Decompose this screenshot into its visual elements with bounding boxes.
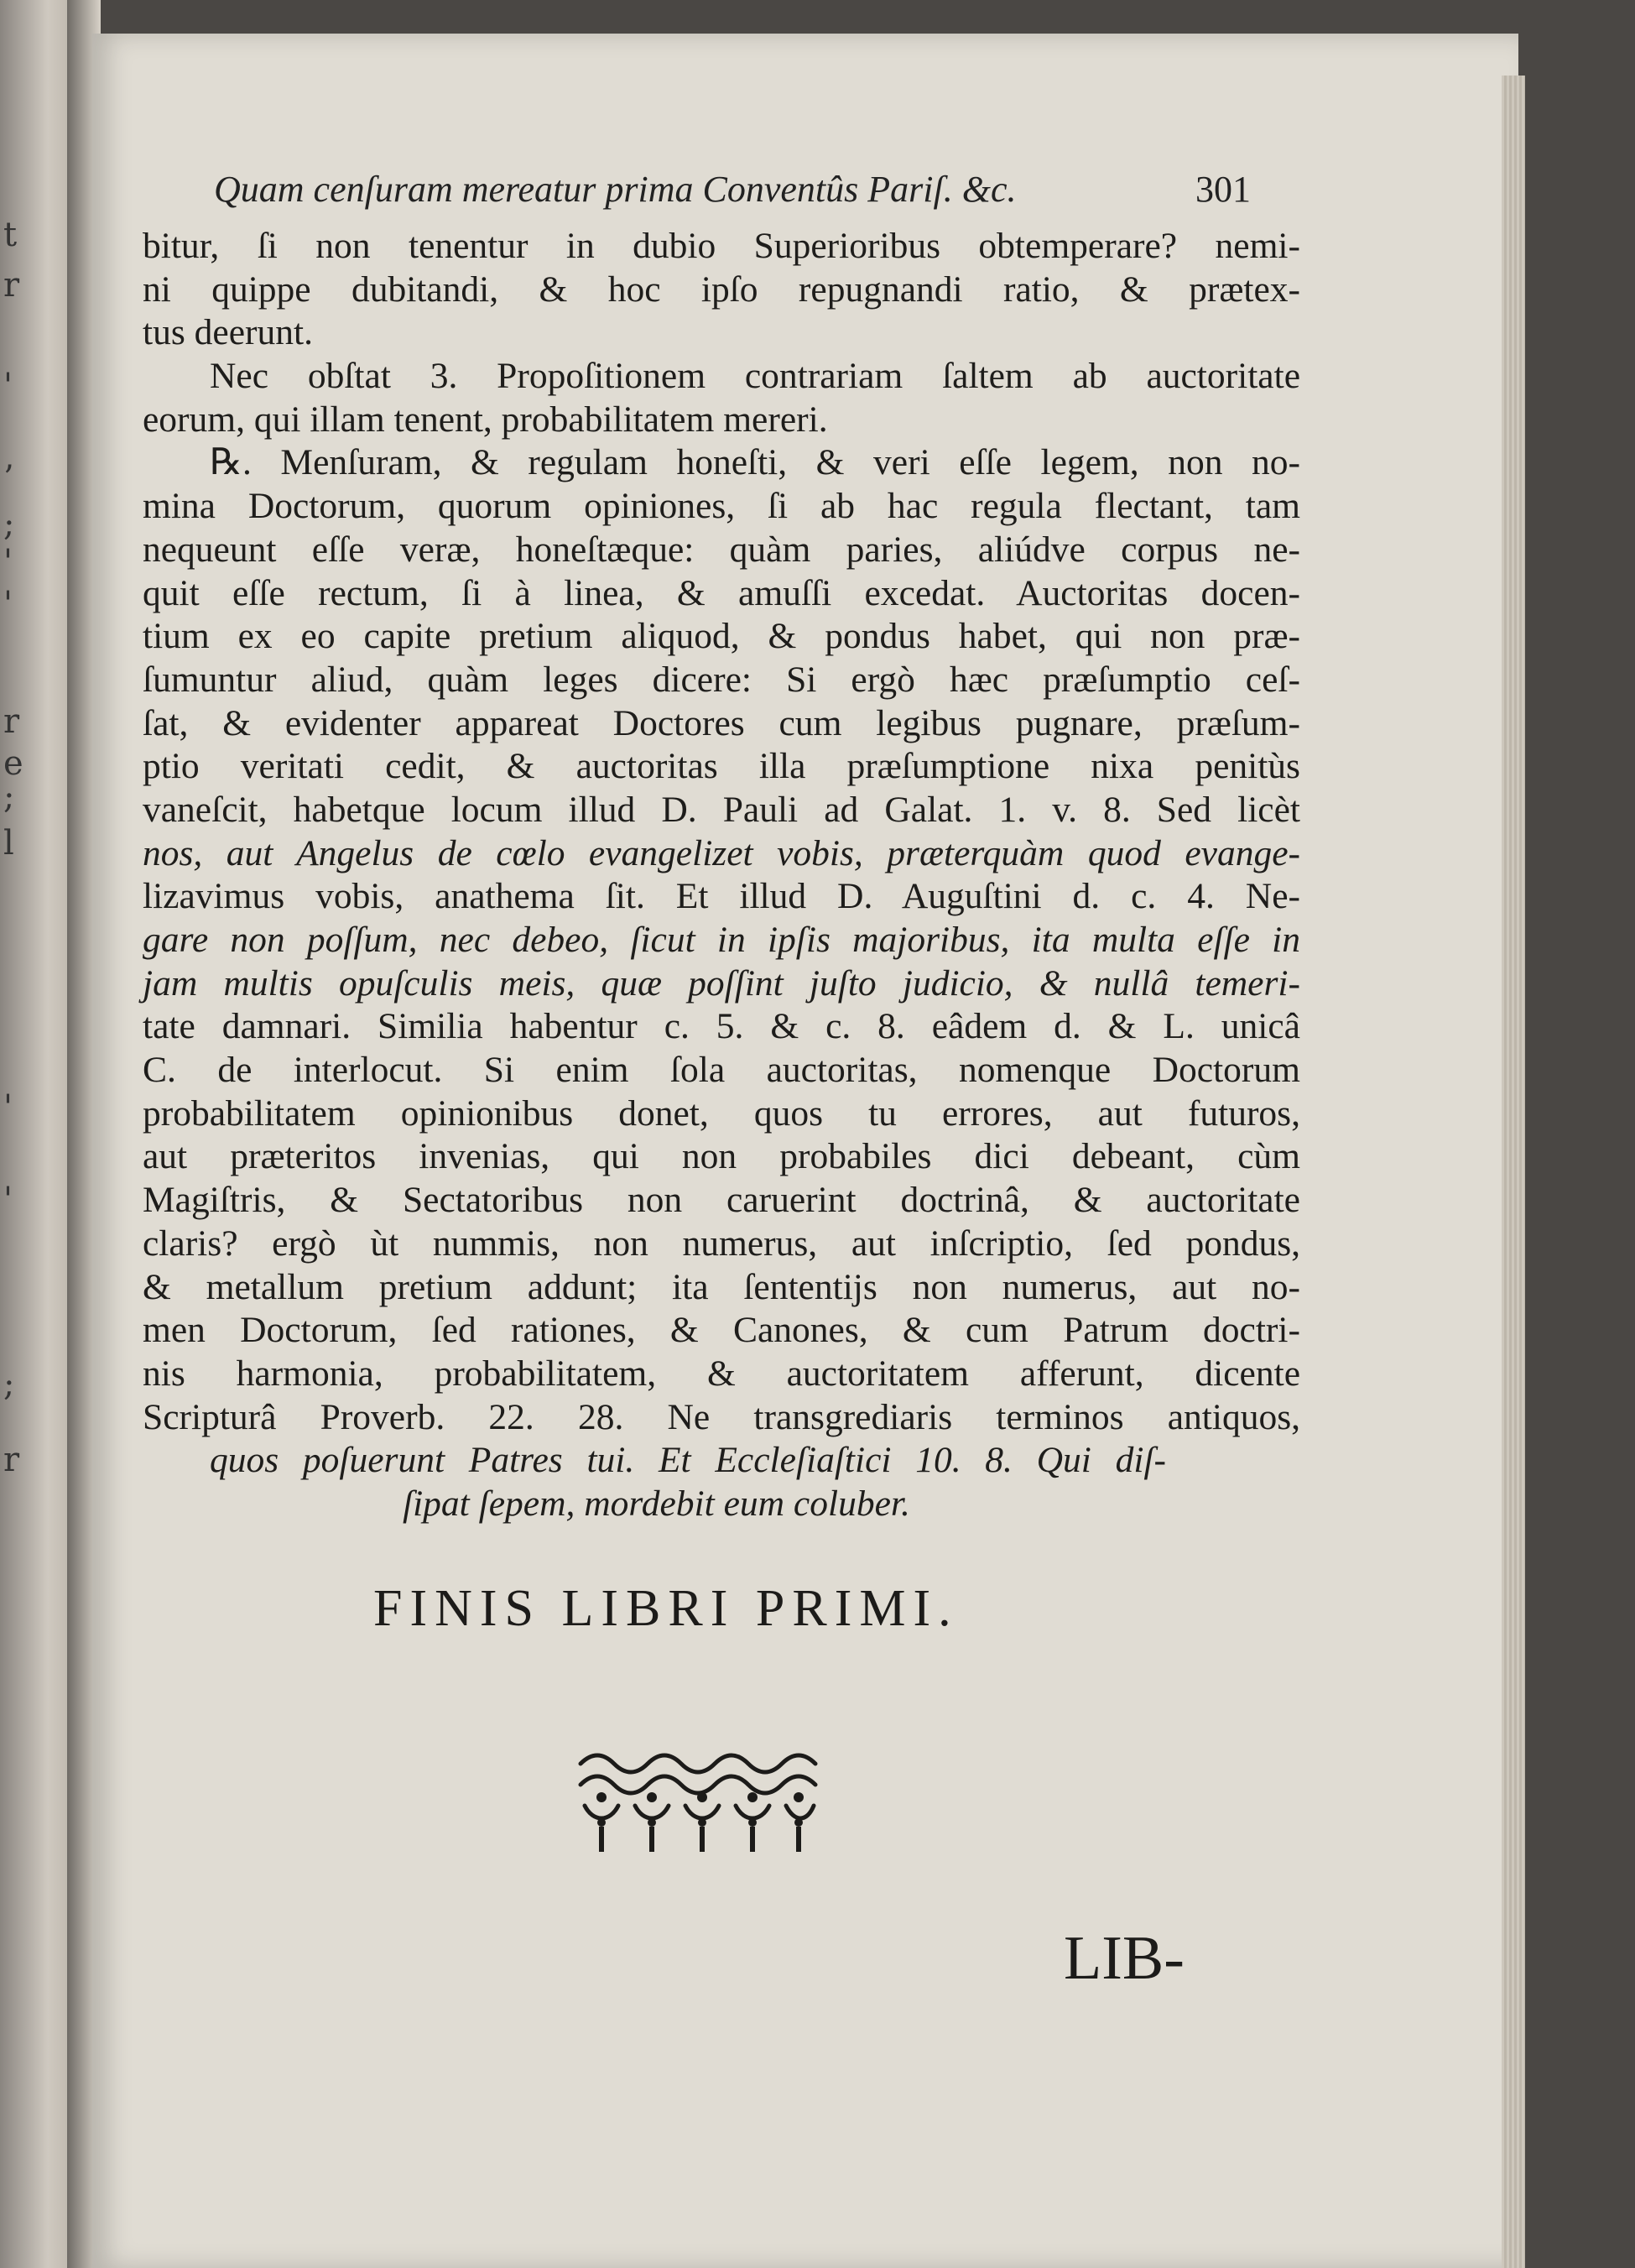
page-fore-edge: [1502, 76, 1525, 2268]
body-text: [143, 225, 1300, 1526]
text-line: quos poſuerunt Patres tui. Et Eccleſiaſtici 10. 8. Qui diſ-: [210, 1440, 1166, 1481]
text-line: ni quippe dubitandi, & hoc ipſo repugnandi ratio, & prætex-: [143, 269, 1300, 310]
mark: ;: [3, 505, 15, 544]
text-line: gare non poſſum, nec debeo, ſicut in ipſis majoribus, ita multa eſſe in: [143, 920, 1300, 960]
mark: ': [3, 367, 13, 405]
text-line: mina Doctorum, quorum opiniones, ſi ab hac regula flectant, tam: [143, 486, 1300, 527]
fleuron-ornament-icon: [572, 1747, 824, 1864]
text-line: claris? ergò ùt nummis, non numerus, aut inſcriptio, ſed pondus,: [143, 1223, 1300, 1264]
text-line: tate damnari. Similia habentur c. 5. & c. 8. eâdem d. & L. unicâ: [143, 1006, 1300, 1047]
text-line: Scripturâ Proverb. 22. 28. Ne transgrediaris terminos antiquos,: [143, 1396, 1300, 1437]
text-line: & metallum pretium addunt; ita ſententijs non numerus, aut no-: [143, 1266, 1300, 1307]
text-line: quit eſſe rectum, ſi à linea, & amuſſi excedat. Auctoritas docen-: [143, 572, 1300, 613]
text-line: bitur, ſi non tenentur in dubio Superioribus obtemperare? nemi-: [143, 226, 1300, 266]
text-line: aut præteritos invenias, qui non probabiles dici debeant, cùm: [143, 1136, 1300, 1177]
text-line: Nec obſtat 3. Propoſitionem contrariam ſaltem ab auctoritate: [210, 356, 1300, 397]
text-line: C. de interlocut. Si enim ſola auctoritas, nomenque Doctorum: [143, 1050, 1300, 1091]
text-line: nos, aut Angelus de cœlo evangelizet vobis, præterquàm quod evange-: [143, 832, 1300, 873]
mark: ': [3, 543, 13, 581]
text-line: men Doctorum, ſed rationes, & Canones, & cum Patrum doctri-: [143, 1310, 1300, 1351]
mark: ;: [3, 778, 15, 816]
text-line: nis harmonia, probabilitatem, & auctoritatem afferunt, dicente: [143, 1353, 1300, 1394]
mark: ;: [3, 1365, 15, 1404]
mark: r: [3, 702, 20, 741]
text-line: ſumuntur aliud, quàm leges dicere: Si ergò hæc præſumptio ceſ-: [143, 659, 1300, 700]
text-line: lizavimus vobis, anathema ſit. Et illud D. Auguſtini d. c. 4. Ne-: [143, 876, 1300, 917]
text-line: probabilitatem opinionibus donet, quos tu errores, aut futuros,: [143, 1092, 1300, 1134]
mark: t: [3, 216, 18, 254]
running-head: Quam cenſuram mereatur prima Conventûs Pariſ. &c.: [214, 169, 1017, 210]
text-line: eorum, qui illam tenent, probabilitatem mereri.: [143, 399, 828, 440]
text-line: tus deerunt.: [143, 312, 313, 353]
mark: ': [3, 1088, 13, 1127]
mark: r: [3, 266, 20, 305]
text-line: nequeunt eſſe veræ, honeſtæque: quàm paries, aliúdve corpus ne-: [143, 529, 1300, 570]
text-line: ſipat ſepem, mordebit eum coluber.: [403, 1483, 910, 1524]
mark: e: [3, 744, 23, 783]
mark: l: [3, 824, 14, 863]
mark: r: [3, 1441, 20, 1479]
mark: ': [3, 585, 13, 623]
page-number: 301: [1195, 169, 1251, 210]
catchword: LIB-: [1064, 1924, 1185, 1993]
text-line: jam multis opuſculis meis, quæ poſſint juſto judicio, & nullâ temeri-: [143, 962, 1300, 1004]
text-line: Magiſtris, & Sectatoribus non caruerint doctrinâ, & auctoritate: [143, 1180, 1300, 1221]
mark: ': [3, 1181, 13, 1219]
text-line: vaneſcit, habetque locum illud D. Pauli ad Galat. 1. v. 8. Sed licèt: [143, 789, 1300, 830]
finis-heading: FINIS LIBRI PRIMI.: [373, 1580, 959, 1637]
text-line: ſat, & evidenter appareat Doctores cum legibus pugnare, præſum-: [143, 702, 1300, 743]
mark: ’: [3, 459, 14, 498]
text-line: ptio veritati cedit, & auctoritas illa præſumptione nixa penitùs: [143, 746, 1300, 787]
text-line: ℞. Menſuram, & regulam honeſti, & veri eſſe legem, non no-: [210, 442, 1300, 483]
text-line: tium ex eo capite pretium aliquod, & pondus habet, qui non præ-: [143, 616, 1300, 657]
